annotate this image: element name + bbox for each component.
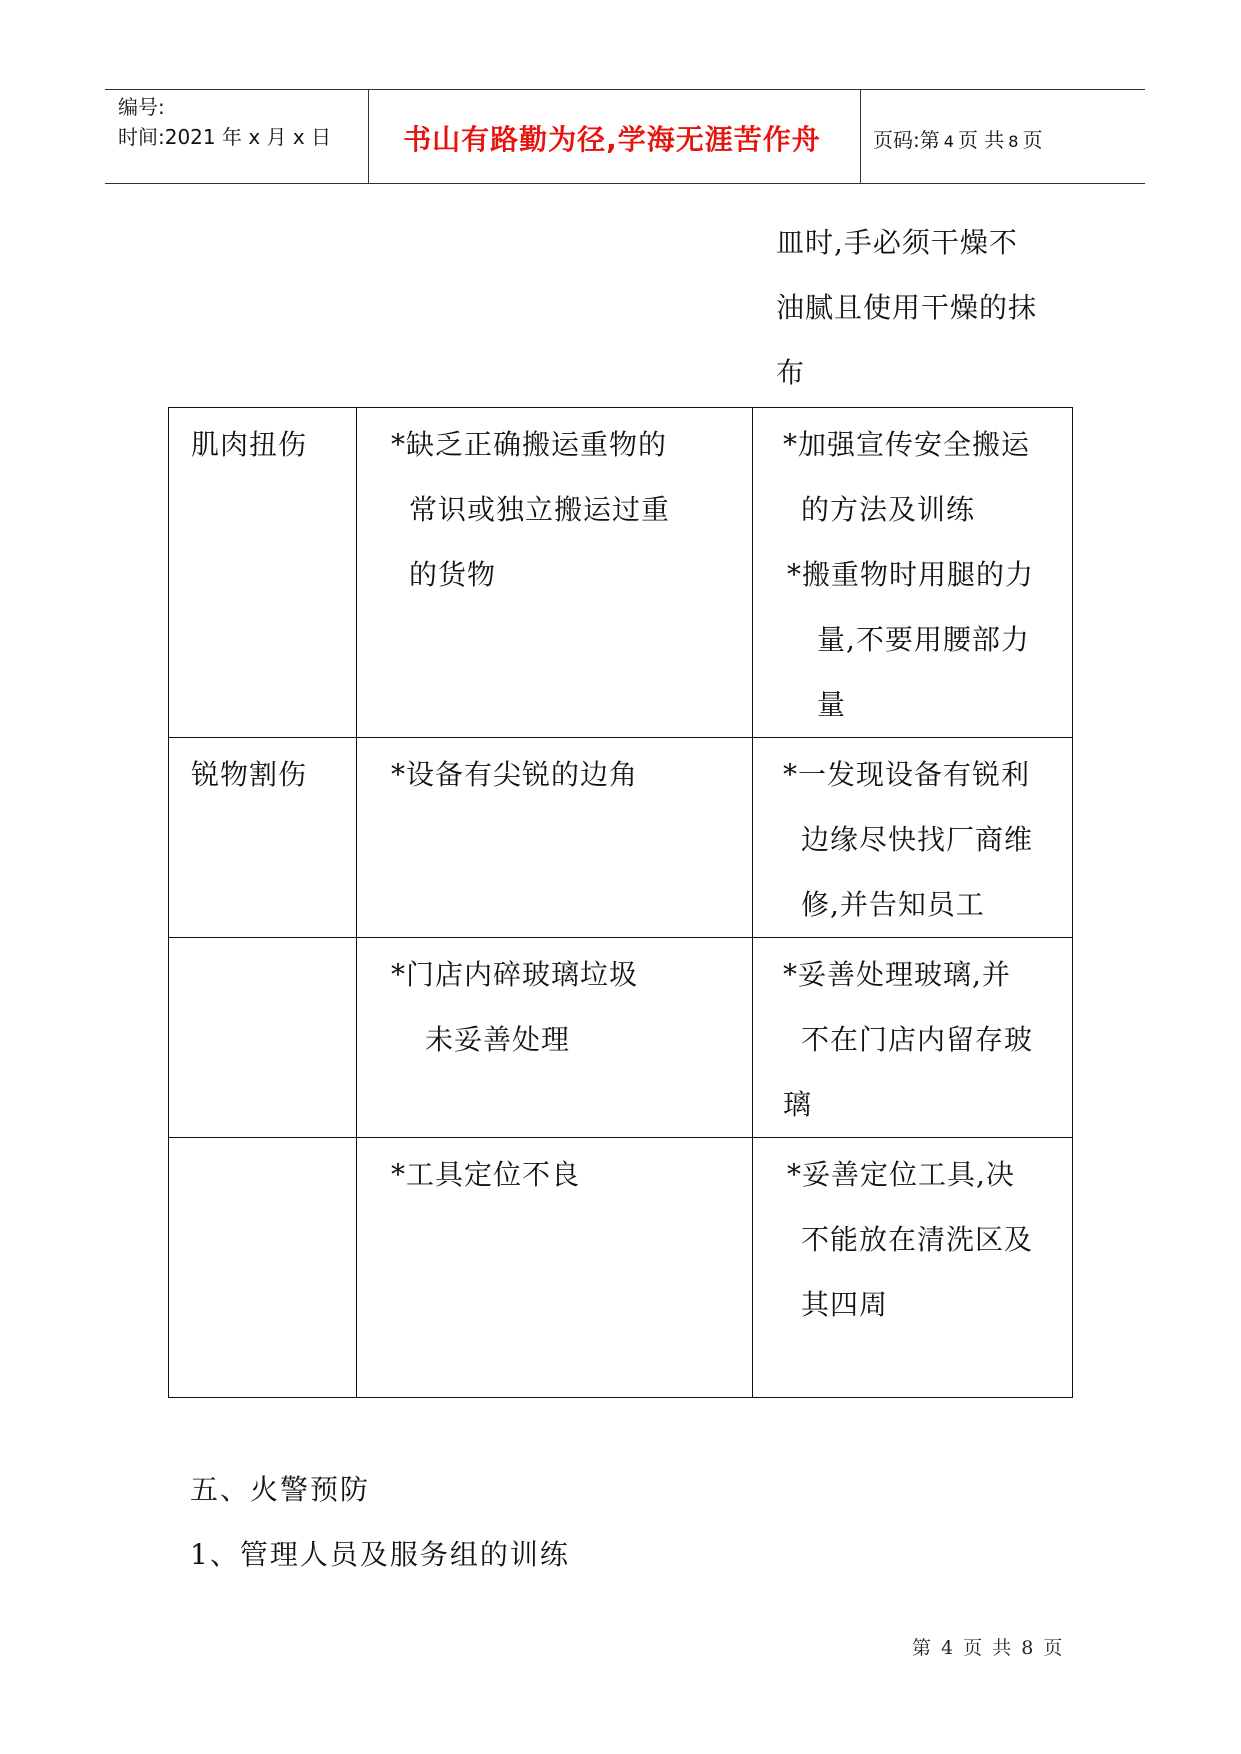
page-total: 8 — [1008, 132, 1019, 151]
section-heading: 五、火警预防 — [190, 1473, 371, 1506]
header-divider-right — [860, 90, 861, 184]
hazard-table — [168, 407, 1073, 1398]
hazard-name: 肌肉扭伤 — [191, 428, 308, 461]
cause-line: *设备有尖锐的边角 — [391, 758, 639, 791]
measure-cell — [753, 1138, 1073, 1398]
table-row — [169, 408, 1073, 738]
cause-line: 的货物 — [409, 558, 497, 591]
page-footer: 第 4 页 共 8 页 — [912, 1637, 1065, 1659]
table-row — [169, 938, 1073, 1138]
measure-line: *加强宣传安全搬运 — [783, 428, 1031, 461]
measure-line: *妥善定位工具,决 — [787, 1158, 1015, 1191]
cause-line: *工具定位不良 — [391, 1158, 581, 1191]
header-page-code — [873, 124, 1042, 153]
measure-line: 其四周 — [801, 1288, 889, 1321]
measure-line: 的方法及训练 — [801, 493, 976, 526]
page-code-prefix: 页码:第 — [873, 128, 940, 152]
continuation-line: 皿时,手必须干燥不 — [776, 226, 1018, 259]
measure-cell — [753, 408, 1073, 738]
cause-line: 常识或独立搬运过重 — [409, 493, 671, 526]
hazard-cell — [169, 408, 357, 738]
header-meta — [118, 92, 331, 152]
cause-line: *缺乏正确搬运重物的 — [391, 428, 668, 461]
page-code-suffix: 页 — [1022, 128, 1043, 152]
doc-number-label: 编号: — [118, 95, 165, 119]
cause-cell — [357, 1138, 753, 1398]
measure-line: 不在门店内留存玻 — [801, 1023, 1034, 1056]
hazard-cell — [169, 738, 357, 938]
measure-cell — [753, 938, 1073, 1138]
measure-line: 璃 — [783, 1088, 813, 1121]
cause-cell — [357, 738, 753, 938]
section-item: 1、管理人员及服务组的训练 — [190, 1538, 570, 1571]
measure-line: 量,不要用腰部力 — [817, 623, 1030, 656]
doc-time-label: 时间:2021 年 x 月 x 日 — [118, 125, 332, 149]
header-top-rule — [105, 89, 1145, 90]
measure-cell — [753, 738, 1073, 938]
table-row — [169, 738, 1073, 938]
cause-cell — [357, 938, 753, 1138]
continuation-line: 油腻且使用干燥的抹 — [776, 291, 1038, 324]
header-divider-left — [368, 90, 369, 184]
continuation-line: 布 — [776, 356, 806, 389]
measure-line: 修,并告知员工 — [801, 888, 985, 921]
hazard-name: 锐物割伤 — [191, 758, 308, 791]
hazard-cell — [169, 1138, 357, 1398]
measure-line: *妥善处理玻璃,并 — [783, 958, 1011, 991]
continuation-text — [776, 210, 1037, 405]
cause-line: *门店内碎玻璃垃圾 — [391, 958, 639, 991]
measure-line: 边缘尽快找厂商维 — [801, 823, 1034, 856]
measure-line: *一发现设备有锐利 — [783, 758, 1031, 791]
header-motto: 书山有路勤为径,学海无涯苦作舟 — [403, 123, 821, 156]
measure-line: *搬重物时用腿的力 — [787, 558, 1035, 591]
hazard-cell — [169, 938, 357, 1138]
cause-line: 未妥善处理 — [425, 1023, 571, 1056]
table-row — [169, 1138, 1073, 1398]
measure-line: 不能放在清洗区及 — [801, 1223, 1034, 1256]
header-bottom-rule — [105, 183, 1145, 184]
page-current: 4 — [943, 132, 954, 151]
page-code-mid: 页 共 — [957, 128, 1005, 152]
measure-line: 量 — [817, 688, 847, 721]
cause-cell — [357, 408, 753, 738]
